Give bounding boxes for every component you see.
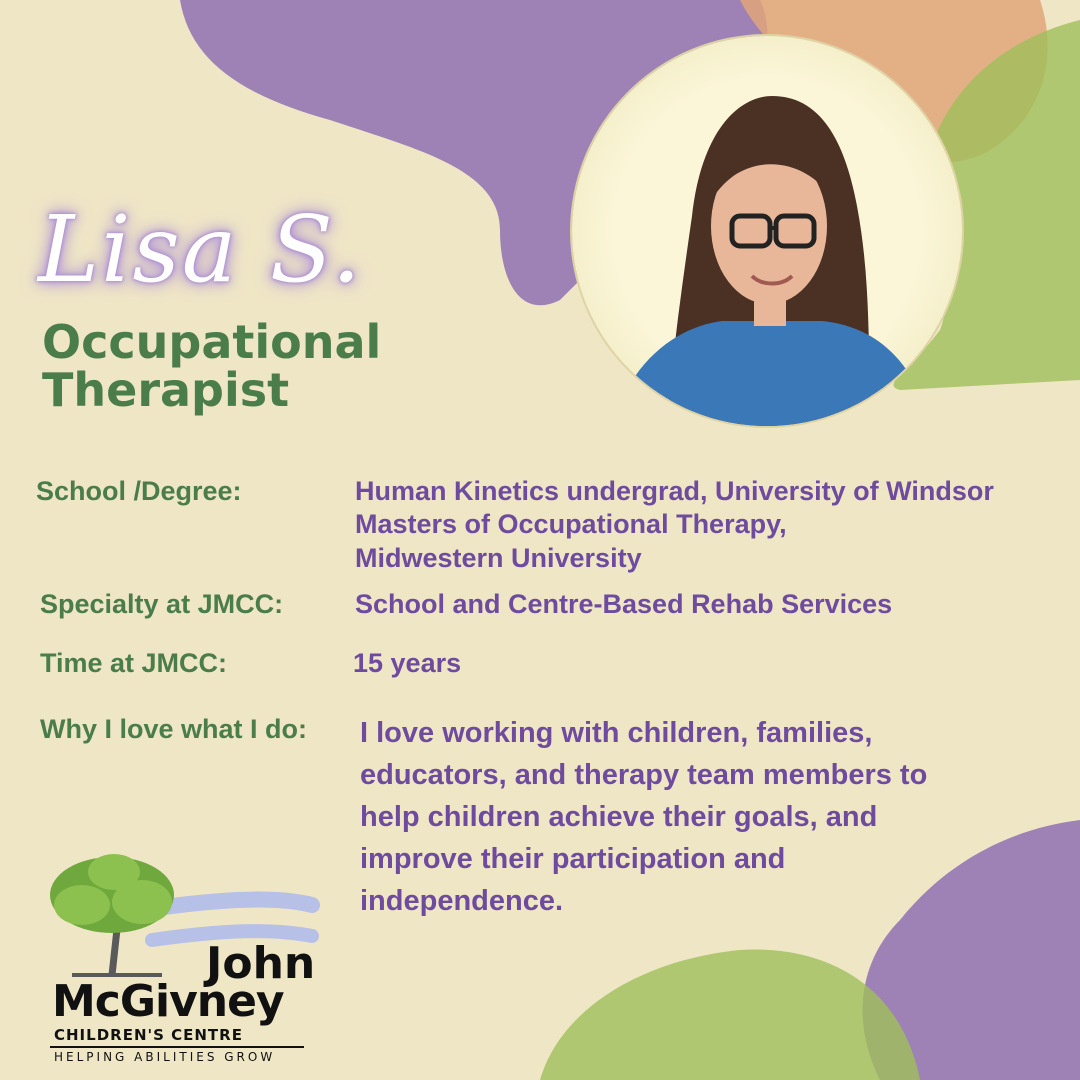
logo-john: John xyxy=(206,938,316,989)
school-line1: Human Kinetics undergrad, University of Windsor xyxy=(355,476,994,506)
specialty-label: Specialty at JMCC: xyxy=(40,589,284,619)
green-blob-bottom xyxy=(540,950,920,1080)
person-name: Lisa S. xyxy=(38,196,363,303)
logo-childrens-centre: CHILDREN'S CENTRE xyxy=(54,1026,243,1044)
school-line2: Masters of Occupational Therapy, xyxy=(355,509,787,539)
portrait-illustration xyxy=(572,36,962,426)
profile-photo xyxy=(572,36,962,426)
school-line3: Midwestern University xyxy=(355,543,642,573)
specialty-value: School and Centre-Based Rehab Services xyxy=(355,589,893,619)
job-title xyxy=(42,315,382,417)
school-label: School /Degree: xyxy=(36,476,242,506)
logo-divider xyxy=(50,1046,304,1048)
job-title-line2: Therapist xyxy=(42,363,290,417)
time-value: 15 years xyxy=(353,648,462,678)
job-title-line1: Occupational xyxy=(42,315,382,369)
time-label: Time at JMCC: xyxy=(40,648,228,678)
organization-logo xyxy=(32,850,332,1070)
why-label: Why I love what I do: xyxy=(40,714,308,744)
logo-tagline: HELPING ABILITIES GROW xyxy=(54,1050,276,1064)
why-value: I love working with children, families, educators, and therapy team members to help children achieve their goals, and improve their participation and independence. xyxy=(360,717,928,917)
logo-mcgivney: McGivney xyxy=(52,976,284,1027)
